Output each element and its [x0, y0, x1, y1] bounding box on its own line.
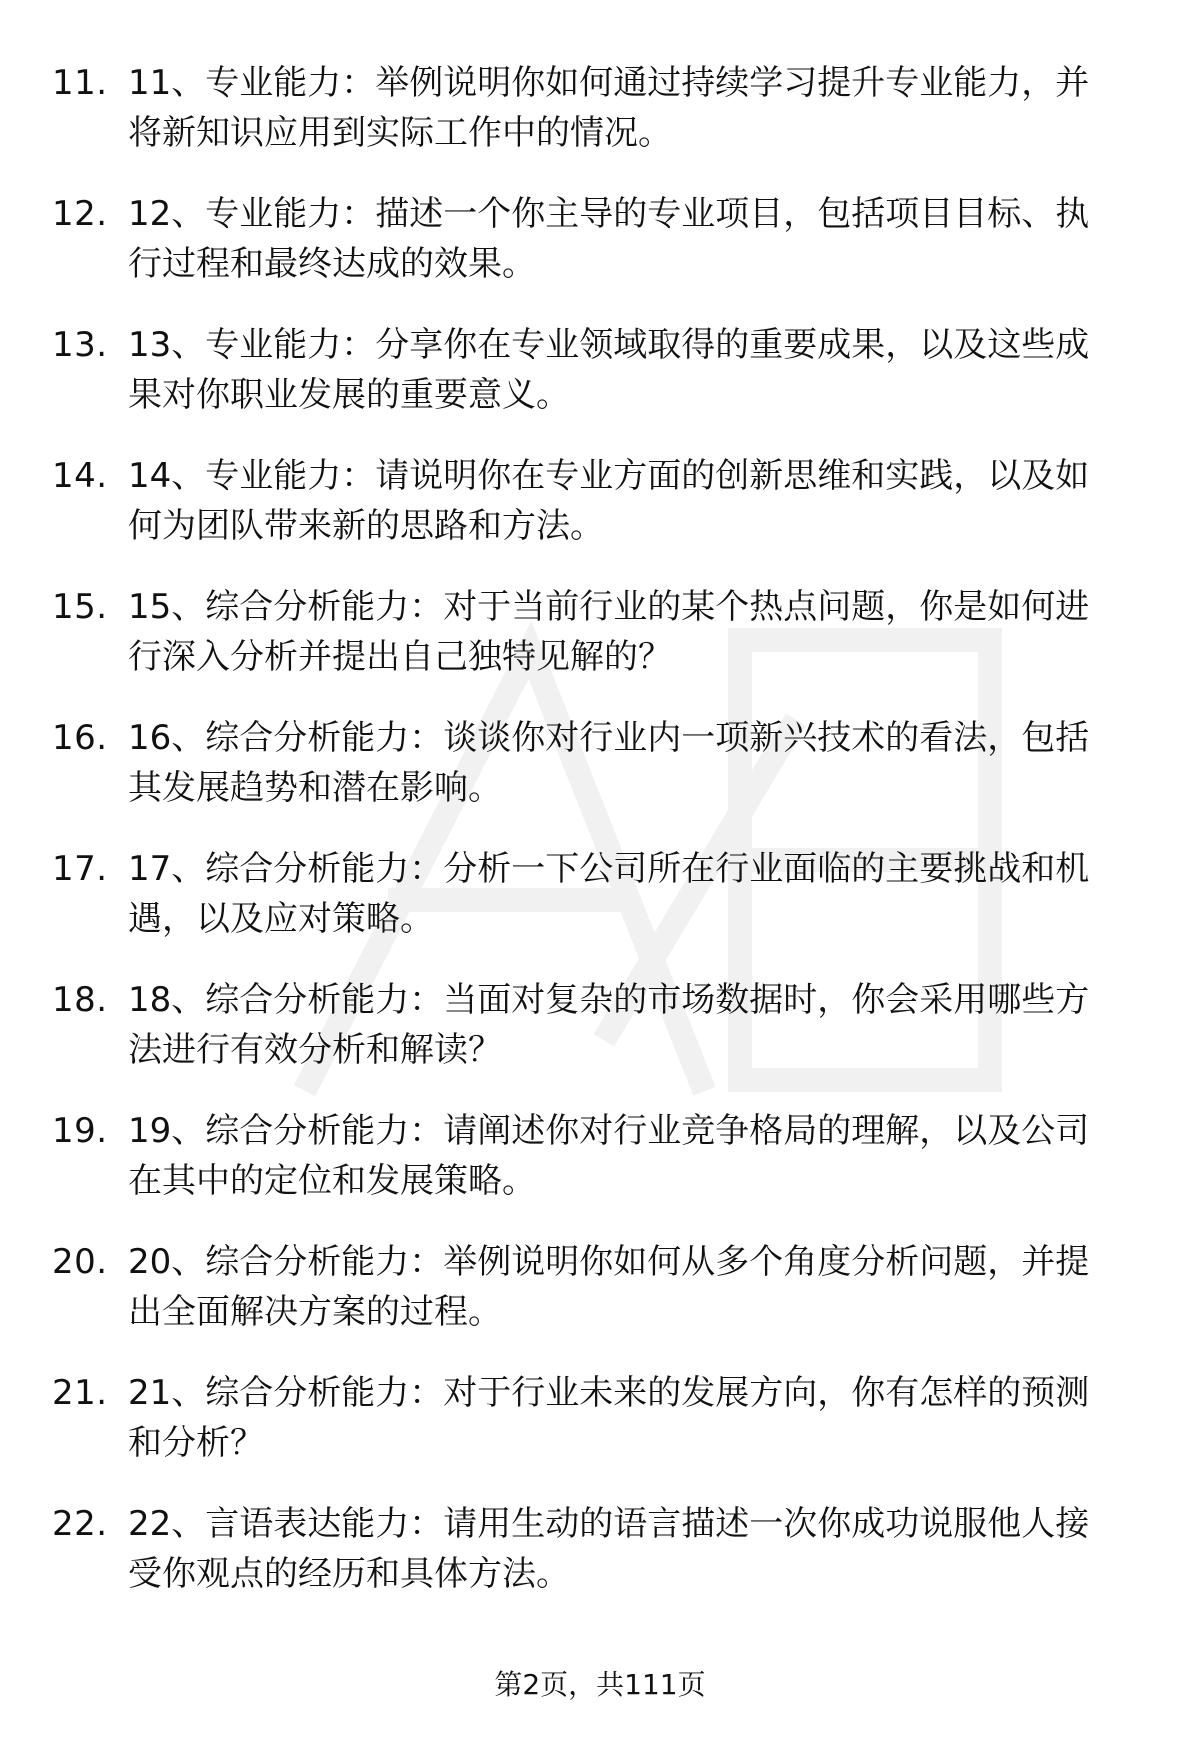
item-line: 出全面解决方案的过程。: [128, 1292, 502, 1332]
item-number: 20.: [52, 1242, 108, 1282]
list-item: [0, 1499, 1200, 1630]
list-item: [0, 189, 1200, 320]
list-item: [0, 975, 1200, 1106]
item-text: [128, 582, 1148, 682]
item-line: 20、综合分析能力：举例说明你如何从多个角度分析问题，并提: [128, 1242, 1090, 1282]
item-text: [128, 1237, 1148, 1337]
item-line: 行深入分析并提出自己独特见解的？: [128, 637, 672, 677]
item-line: 遇，以及应对策略。: [128, 899, 434, 939]
item-text: [128, 1499, 1148, 1599]
item-line: 15、综合分析能力：对于当前行业的某个热点问题，你是如何进: [128, 587, 1090, 627]
item-text: [128, 1368, 1148, 1468]
item-line: 21、综合分析能力：对于行业未来的发展方向，你有怎样的预测: [128, 1373, 1090, 1413]
item-text: [128, 1106, 1148, 1206]
item-text: [128, 451, 1148, 551]
item-number: 12.: [52, 194, 108, 234]
page-footer: 第2页，共111页: [494, 1668, 706, 1701]
list-item: [0, 58, 1200, 189]
item-line: 18、综合分析能力：当面对复杂的市场数据时，你会采用哪些方: [128, 980, 1090, 1020]
item-number: 21.: [52, 1373, 108, 1413]
list-item: [0, 1368, 1200, 1499]
item-line: 14、专业能力：请说明你在专业方面的创新思维和实践，以及如: [128, 456, 1090, 496]
item-line: 22、言语表达能力：请用生动的语言描述一次你成功说服他人接: [128, 1504, 1090, 1544]
item-line: 法进行有效分析和解读？: [128, 1030, 502, 1070]
item-text: [128, 58, 1148, 158]
list-item: [0, 320, 1200, 451]
item-number: 16.: [52, 718, 108, 758]
item-text: [128, 189, 1148, 289]
item-number: 17.: [52, 849, 108, 889]
item-number: 19.: [52, 1111, 108, 1151]
item-line: 13、专业能力：分享你在专业领域取得的重要成果，以及这些成: [128, 325, 1090, 365]
list-item: [0, 713, 1200, 844]
item-line: 12、专业能力：描述一个你主导的专业项目，包括项目目标、执: [128, 194, 1090, 234]
item-line: 何为团队带来新的思路和方法。: [128, 506, 604, 546]
item-line: 19、综合分析能力：请阐述你对行业竞争格局的理解，以及公司: [128, 1111, 1090, 1151]
item-number: 11.: [52, 63, 108, 103]
list-item: [0, 451, 1200, 582]
item-number: 22.: [52, 1504, 108, 1544]
item-line: 受你观点的经历和具体方法。: [128, 1554, 570, 1594]
item-line: 行过程和最终达成的效果。: [128, 244, 536, 284]
item-number: 15.: [52, 587, 108, 627]
item-line: 将新知识应用到实际工作中的情况。: [128, 113, 672, 153]
item-number: 13.: [52, 325, 108, 365]
item-number: 18.: [52, 980, 108, 1020]
item-line: 17、综合分析能力：分析一下公司所在行业面临的主要挑战和机: [128, 849, 1090, 889]
list-item: [0, 582, 1200, 713]
item-line: 和分析？: [128, 1423, 264, 1463]
question-list: [0, 58, 1200, 1630]
item-line: 16、综合分析能力：谈谈你对行业内一项新兴技术的看法，包括: [128, 718, 1090, 758]
item-number: 14.: [52, 456, 108, 496]
item-line: 在其中的定位和发展策略。: [128, 1161, 536, 1201]
item-text: [128, 975, 1148, 1075]
list-item: [0, 1106, 1200, 1237]
item-text: [128, 320, 1148, 420]
item-text: [128, 713, 1148, 813]
list-item: [0, 844, 1200, 975]
list-item: [0, 1237, 1200, 1368]
item-line: 果对你职业发展的重要意义。: [128, 375, 570, 415]
item-line: 11、专业能力：举例说明你如何通过持续学习提升专业能力，并: [128, 63, 1090, 103]
item-line: 其发展趋势和潜在影响。: [128, 768, 502, 808]
item-text: [128, 844, 1148, 944]
